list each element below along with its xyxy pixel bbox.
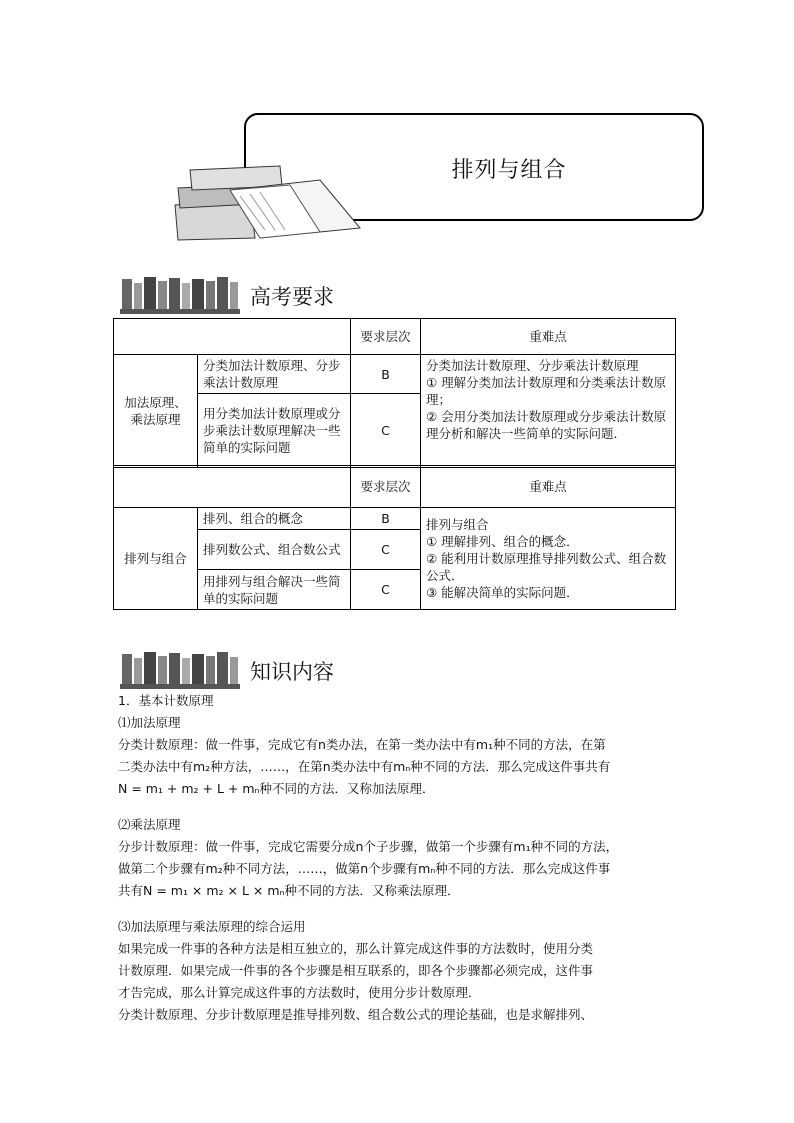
item-cell: 分类加法计数原理、分步乘法计数原理 (198, 355, 351, 394)
book-stack-icon (170, 160, 365, 242)
subheading: ⑵乘法原理 (118, 817, 181, 832)
keypoints-header: 重难点 (421, 466, 676, 508)
paragraph-line: 分类计数原理、分步计数原理是推导排列数、组合数公式的理论基础，也是求解排列、 (118, 1007, 594, 1022)
paragraph-line: 才告完成，那么计算完成这件事的方法数时，使用分步计数原理． (118, 985, 481, 1000)
table-cell (114, 319, 351, 355)
formula-line: 共有N = m₁ × m₂ × L × mₙ种不同的方法．又称乘法原理． (118, 883, 460, 898)
requirements-table-2 (113, 465, 676, 610)
page-title: 排列与组合 (451, 158, 567, 183)
level-cell: B (351, 508, 421, 530)
paragraph-line: 分步计数原理：做一件事，完成它需要分成n个子步骤，做第一个步骤有m₁种不同的方法， (118, 839, 619, 854)
keypoint: ③ 能解决简单的实际问题． (426, 585, 579, 600)
paragraph-line: 做第二个步骤有m₂种不同方法，……，做第n个步骤有mₙ种不同的方法．那么完成这件事 (118, 861, 611, 876)
level-header: 要求层次 (351, 466, 421, 508)
group-cell: 排列与组合 (114, 508, 198, 610)
table-header (114, 319, 676, 355)
keypoint: ② 能利用计数原理推导排列数公式、组合数公式． (426, 551, 667, 583)
paragraph-line: 如果完成一件事的各种方法是相互独立的，那么计算完成这件事的方法数时，使用分类 (118, 941, 594, 956)
section-title: 知识内容 (250, 660, 334, 684)
keypoint: ① 理解分类加法计数原理和分类乘法计数原理； (426, 375, 667, 407)
keypoints-cell (421, 355, 676, 468)
bookshelf-icon (120, 650, 240, 690)
keypoints-header: 重难点 (421, 319, 676, 355)
item-cell: 排列数公式、组合数公式 (198, 530, 351, 570)
level-cell: C (351, 570, 421, 610)
group-cell: 加法原理、乘法原理 (114, 355, 198, 468)
paragraph-line: 计数原理．如果完成一件事的各个步骤是相互联系的，即各个步骤都必须完成，这件事 (118, 963, 594, 978)
paragraph-line: 分类计数原理：做一件事，完成它有n类办法，在第一类办法中有m₁种不同的方法，在第 (118, 737, 606, 752)
table-header (114, 466, 676, 508)
keypoint: ② 会用分类加法计数原理或分步乘法计数原理分析和解决一些简单的实际问题． (426, 409, 667, 441)
level-header: 要求层次 (351, 319, 421, 355)
level-cell: B (351, 355, 421, 394)
subheading: ⑴加法原理 (118, 715, 181, 730)
keypoints-cell (421, 508, 676, 610)
section-knowledge (120, 650, 520, 694)
requirements-table-1 (113, 318, 676, 468)
item-cell: 用排列与组合解决一些简单的实际问题 (198, 570, 351, 610)
paragraph-line: 二类办法中有m₂种方法，……，在第n类办法中有mₙ种不同的方法．那么完成这件事共有 (118, 759, 611, 774)
table-row (114, 355, 676, 394)
formula-line: N = m₁ + m₂ + L + mₙ种不同的方法．又称加法原理． (118, 781, 435, 796)
section-requirements (120, 275, 520, 319)
knowledge-content (118, 690, 678, 1026)
level-cell: C (351, 530, 421, 570)
table-row (114, 508, 676, 530)
keypoint: 分类加法计数原理、分步乘法计数原理 (426, 358, 639, 373)
table-cell (114, 466, 351, 508)
bookshelf-icon (120, 275, 240, 315)
heading: 1．基本计数原理 (118, 693, 214, 708)
subheading: ⑶加法原理与乘法原理的综合运用 (118, 919, 306, 934)
keypoint: 排列与组合 (426, 517, 489, 532)
level-cell: C (351, 394, 421, 468)
keypoint: ① 理解排列、组合的概念． (426, 534, 579, 549)
item-cell: 排列、组合的概念 (198, 508, 351, 530)
item-cell: 用分类加法计数原理或分步乘法计数原理解决一些简单的实际问题 (198, 394, 351, 468)
section-title: 高考要求 (250, 285, 334, 309)
